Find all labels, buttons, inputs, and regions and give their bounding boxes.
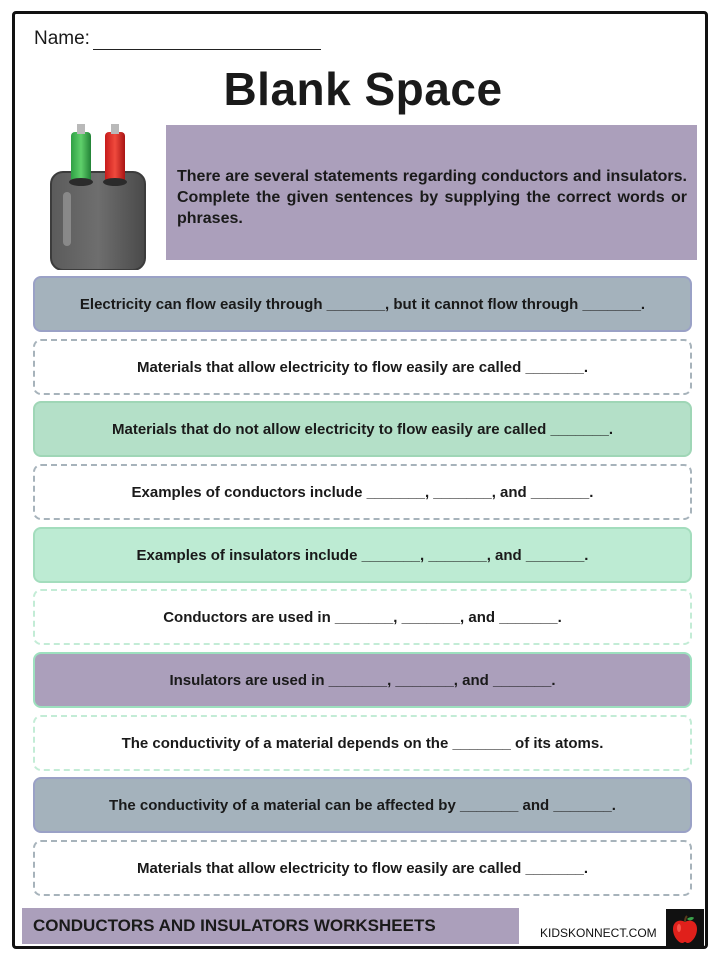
statement-text: Examples of conductors include _______, _______, and _______.: [131, 483, 594, 501]
instructions-text: There are several statements regarding conductors and insulators. Complete the given sentences by supplying the correct words or phrases.: [177, 168, 687, 227]
statement-row-9[interactable]: [33, 777, 692, 833]
statement-row-6[interactable]: [33, 589, 692, 645]
statement-text: Electricity can flow easily through _______, but it cannot flow through _______.: [79, 295, 646, 313]
statement-text: Conductors are used in _______, _______, and _______.: [163, 608, 562, 626]
statement-text: Materials that allow electricity to flow easily are called _______.: [136, 358, 589, 376]
statement-row-5[interactable]: [33, 527, 692, 583]
statement-row-2[interactable]: [33, 339, 692, 395]
footer-title-bar: [22, 908, 519, 944]
statement-row-7[interactable]: [33, 652, 692, 708]
statement-row-4[interactable]: [33, 464, 692, 520]
statement-text: Materials that allow electricity to flow easily are called _______.: [136, 859, 589, 877]
instructions-box: [166, 125, 697, 260]
statement-row-10[interactable]: [33, 840, 692, 896]
statement-text: Examples of insulators include _______, _______, and _______.: [136, 546, 589, 564]
statement-text: The conductivity of a material depends on the _______ of its atoms.: [121, 734, 604, 752]
apple-icon: [669, 913, 701, 945]
worksheet-page: [12, 11, 708, 949]
brand-logo[interactable]: [666, 909, 704, 947]
statement-text: The conductivity of a material can be affected by _______ and _______.: [109, 796, 616, 814]
statement-text: Materials that do not allow electricity to flow easily are called _______.: [111, 420, 614, 438]
statement-row-3[interactable]: [33, 401, 692, 457]
statement-row-8[interactable]: [33, 715, 692, 771]
statement-row-1[interactable]: [33, 276, 692, 332]
statement-text: Insulators are used in _______, _______, and _______.: [169, 671, 556, 689]
name-blank-line[interactable]: [93, 49, 321, 50]
footer-title: CONDUCTORS AND INSULATORS WORKSHEETS: [33, 916, 436, 935]
brand-label[interactable]: KIDSKONNECT.COM: [540, 926, 657, 940]
battery-illustration: [45, 110, 151, 270]
page-title: Blank Space: [223, 63, 503, 115]
name-label: Name:: [34, 28, 90, 49]
